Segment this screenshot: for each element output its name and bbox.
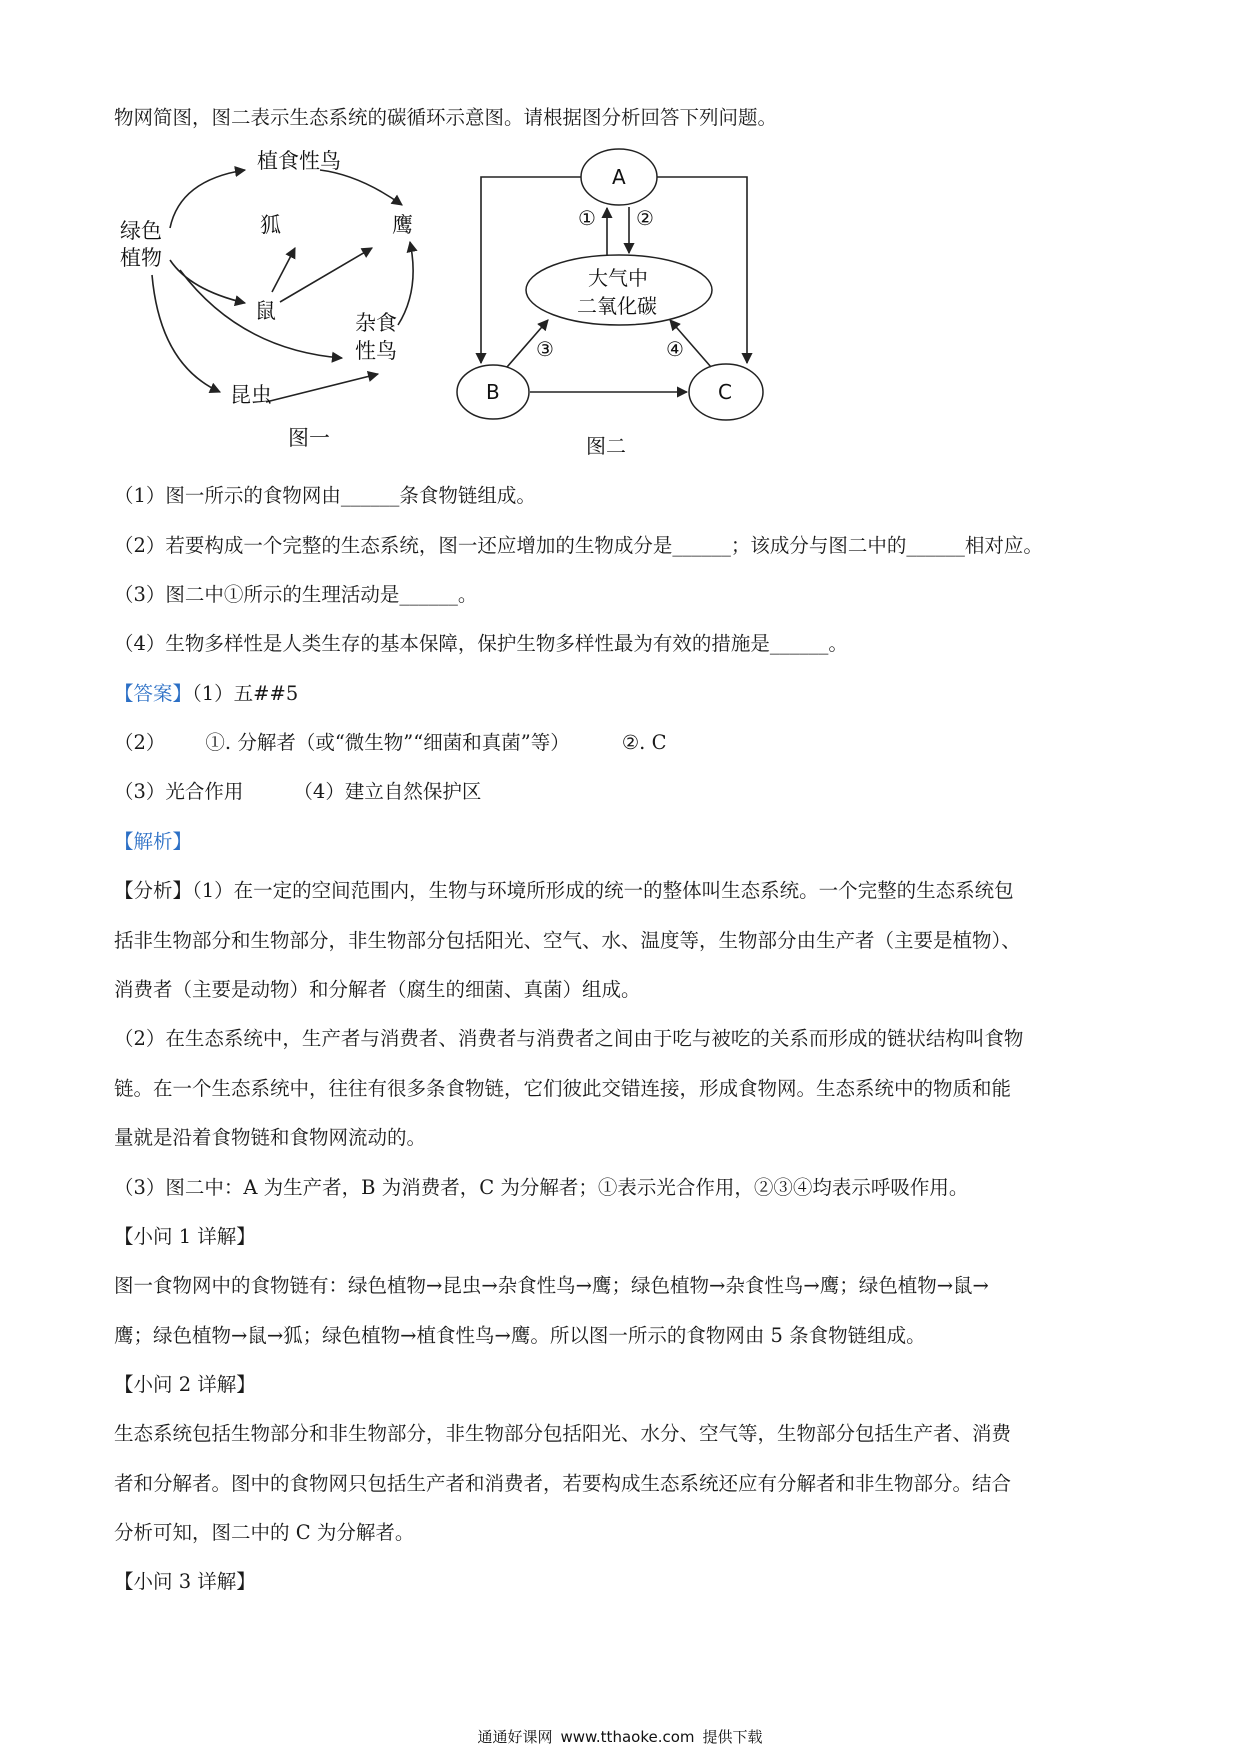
analysis-p2-l1: （2）在生态系统中，生产者与消费者、消费者与消费者之间由于吃与被吃的关系而形成的链状结构叫食物 bbox=[114, 1027, 1024, 1050]
answer-2-part1: ①. 分解者（或“微生物”“细菌和真菌”等） bbox=[205, 731, 570, 754]
answer-2-part2: ②. C bbox=[621, 731, 667, 754]
figure2-carbon-cycle bbox=[455, 145, 785, 470]
node-eagle: 鹰 bbox=[392, 213, 413, 237]
question-2: （2）若要构成一个完整的生态系统，图一还应增加的生物成分是______；该成分与图二中的______相对应。 bbox=[114, 534, 1043, 557]
arrow-a-to-b bbox=[481, 177, 581, 363]
detail3-label: 【小问 3 详解】 bbox=[114, 1570, 256, 1593]
arrow-herb-bird-eagle bbox=[320, 170, 402, 205]
detail1-label: 【小问 1 详解】 bbox=[114, 1225, 256, 1248]
figure1-food-web bbox=[110, 140, 450, 470]
detail2-label: 【小问 2 详解】 bbox=[114, 1373, 256, 1396]
arrow-plant-insect bbox=[152, 275, 220, 392]
node-herb-bird: 植食性鸟 bbox=[257, 149, 341, 173]
intro-text: 物网简图，图二表示生态系统的碳循环示意图。请根据图分析回答下列问题。 bbox=[114, 106, 778, 129]
footer-site: 通通好课网 bbox=[477, 1728, 553, 1746]
answer-line-1 bbox=[114, 680, 298, 708]
arrow-a-to-c bbox=[657, 177, 747, 363]
answer-line-2 bbox=[114, 729, 667, 757]
analysis-p1-l3: 消费者（主要是动物）和分解者（腐生的细菌、真菌）组成。 bbox=[114, 978, 641, 1001]
arrow-label-3: ③ bbox=[536, 337, 554, 361]
node-a-label: A bbox=[612, 165, 626, 189]
detail2-l1: 生态系统包括生物部分和非生物部分，非生物部分包括阳光、水分、空气等，生物部分包括生产者、消费 bbox=[114, 1422, 1012, 1445]
arrow-mouse-fox bbox=[272, 248, 295, 292]
answer-label: 【答案】 bbox=[114, 682, 193, 705]
arrow-plant-herb-bird bbox=[170, 170, 245, 228]
arrow-mouse-eagle bbox=[280, 248, 372, 302]
answer-1: （1）五##5 bbox=[192, 682, 299, 705]
analysis-p1-l1 bbox=[114, 877, 1014, 905]
node-fox: 狐 bbox=[260, 213, 281, 237]
arrow-plant-mouse bbox=[170, 260, 245, 303]
node-c-label: C bbox=[718, 380, 732, 404]
arrow-label-1: ① bbox=[578, 206, 596, 230]
answer-4: （4）建立自然保护区 bbox=[293, 780, 482, 803]
node-co2-line1: 大气中 bbox=[588, 266, 648, 290]
node-insect: 昆虫 bbox=[230, 383, 272, 407]
analysis-p2-l2: 链。在一个生态系统中，往往有很多条食物链，它们彼此交错连接，形成食物网。生态系统中的物质和能 bbox=[114, 1077, 1012, 1100]
detail1-l2: 鹰；绿色植物→鼠→狐；绿色植物→植食性鸟→鹰。所以图一所示的食物网由 5 条食物链组成。 bbox=[114, 1324, 926, 1347]
arrow-label-2: ② bbox=[636, 206, 654, 230]
analysis-p3-l1: （3）图二中：A 为生产者，B 为消费者，C 为分解者；①表示光合作用，②③④均表示呼吸作用。 bbox=[114, 1176, 969, 1199]
figure2-caption: 图二 bbox=[586, 434, 626, 458]
analysis-p2-l3: 量就是沿着食物链和食物网流动的。 bbox=[114, 1126, 427, 1149]
question-1: （1）图一所示的食物网由______条食物链组成。 bbox=[114, 484, 536, 507]
analysis-p1-l2: 括非生物部分和生物部分，非生物部分包括阳光、空气、水、温度等，生物部分由生产者（主要是植物）、 bbox=[114, 929, 1021, 952]
analysis-label: 【解析】 bbox=[114, 830, 193, 853]
question-3: （3）图二中①所示的生理活动是______。 bbox=[114, 583, 478, 606]
analysis-p1-l1-text: （1）在一定的空间范围内，生物与环境所形成的统一的整体叫生态系统。一个完整的生态系统包 bbox=[192, 879, 1014, 902]
page-footer bbox=[0, 1726, 1240, 1747]
node-plant-line1: 绿色 bbox=[120, 219, 162, 243]
node-plant-line2: 植物 bbox=[120, 246, 162, 270]
analysis-intro-label: 【分析】 bbox=[114, 879, 193, 902]
detail2-l2: 者和分解者。图中的食物网只包括生产者和消费者，若要构成生态系统还应有分解者和非生物部分。结合 bbox=[114, 1472, 1012, 1495]
detail2-l3: 分析可知，图二中的 C 为分解者。 bbox=[114, 1521, 415, 1544]
footer-suffix: 提供下载 bbox=[702, 1728, 763, 1746]
node-omni-line1: 杂食 bbox=[355, 311, 397, 335]
answer-3: （3）光合作用 bbox=[114, 780, 244, 803]
answer-2-num: （2） bbox=[114, 731, 166, 754]
question-4: （4）生物多样性是人类生存的基本保障，保护生物多样性最为有效的措施是______。 bbox=[114, 632, 848, 655]
arrow-omni-bird-eagle bbox=[398, 242, 413, 325]
node-co2-line2: 二氧化碳 bbox=[577, 294, 657, 318]
arrow-label-4: ④ bbox=[666, 337, 684, 361]
answer-line-3 bbox=[114, 778, 481, 806]
node-b-label: B bbox=[486, 380, 500, 404]
figure1-caption: 图一 bbox=[288, 426, 330, 450]
arrow-insect-omni-bird bbox=[266, 374, 378, 402]
node-omni-line2: 性鸟 bbox=[355, 339, 397, 363]
footer-url[interactable]: www.tthaoke.com bbox=[560, 1728, 695, 1746]
detail1-l1: 图一食物网中的食物链有：绿色植物→昆虫→杂食性鸟→鹰；绿色植物→杂食性鸟→鹰；绿色植物→鼠→ bbox=[114, 1274, 989, 1297]
node-mouse: 鼠 bbox=[255, 299, 276, 323]
